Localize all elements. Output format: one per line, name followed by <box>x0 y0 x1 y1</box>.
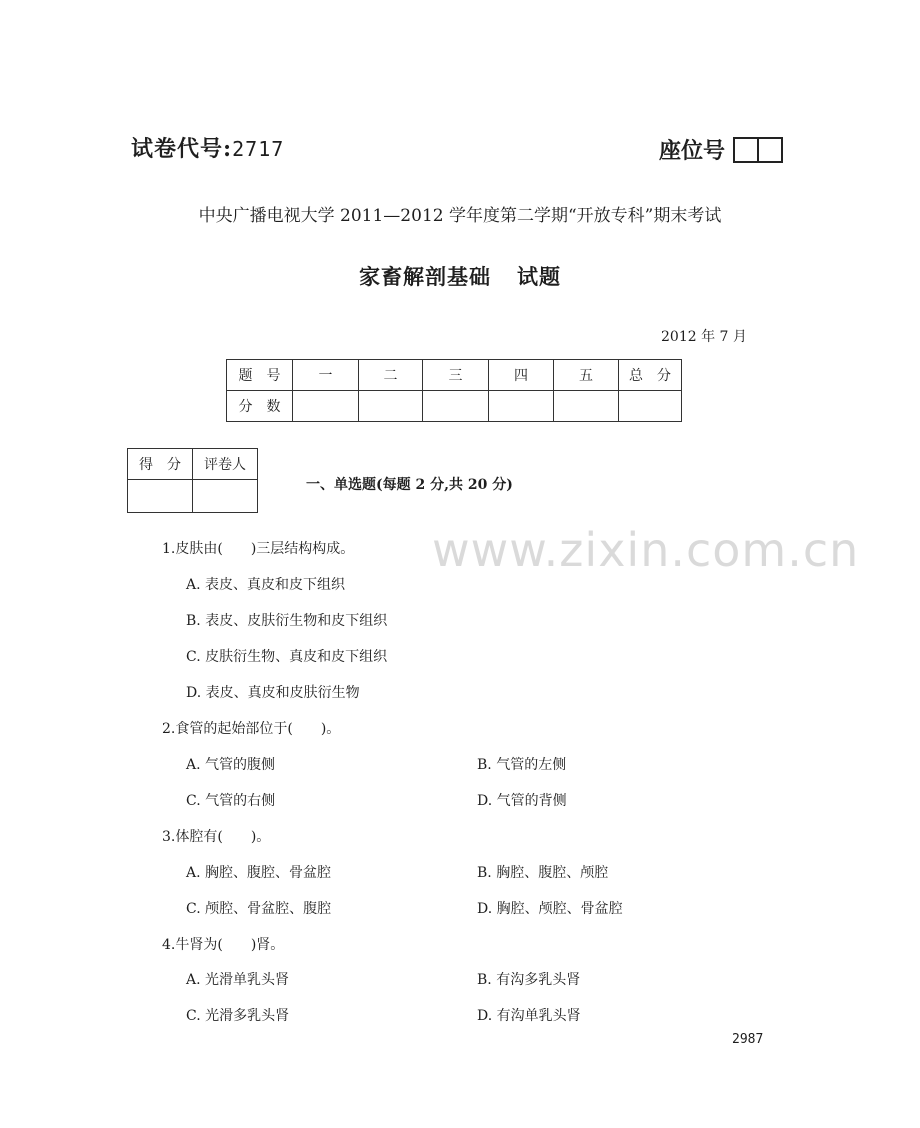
score-cell <box>359 391 423 422</box>
score-table-col: 五 <box>554 360 619 391</box>
question-option: B. 表皮、皮肤衍生物和皮下组织 <box>186 613 388 629</box>
score-table <box>226 359 682 422</box>
question-option: B. 胸腔、腹腔、颅腔 <box>477 865 609 881</box>
grader-score-cell <box>128 480 193 513</box>
seat-number-boxes <box>733 137 781 163</box>
score-table-score-row <box>227 391 682 422</box>
score-table-header-label: 题 号 <box>227 360 293 391</box>
question-option: D. 胸腔、颅腔、骨盆腔 <box>477 901 623 917</box>
seat-box <box>757 137 783 163</box>
watermark: www.zixin.com.cn <box>432 523 860 577</box>
page-number: 2987 <box>732 1032 764 1047</box>
score-table-col: 三 <box>423 360 489 391</box>
question-option: B. 有沟多乳头肾 <box>477 972 581 988</box>
question-option: D. 表皮、真皮和皮肤衍生物 <box>186 685 360 701</box>
score-table-header-row <box>227 360 682 391</box>
score-table-row-label: 分 数 <box>227 391 293 422</box>
seat-number-label: 座位号 <box>659 138 726 164</box>
question-stem: 2.食管的起始部位于( )。 <box>162 721 341 737</box>
exam-code-label: 试卷代号: <box>131 136 233 162</box>
question-stem: 1.皮肤由( )三层结构构成。 <box>162 541 355 557</box>
question-option: A. 胸腔、腹腔、骨盆腔 <box>186 865 332 881</box>
grader-table <box>127 448 258 513</box>
question-option: C. 皮肤衍生物、真皮和皮下组织 <box>186 649 388 665</box>
exam-date: 2012 年 7 月 <box>661 329 747 345</box>
question-option: A. 光滑单乳头肾 <box>186 972 290 988</box>
question-option: B. 气管的左侧 <box>477 757 567 773</box>
question-option: D. 气管的背侧 <box>477 793 567 809</box>
score-cell <box>293 391 359 422</box>
question-stem: 3.体腔有( )。 <box>162 829 271 845</box>
score-cell <box>619 391 682 422</box>
score-table-col: 总 分 <box>619 360 682 391</box>
question-stem: 4.牛肾为( )肾。 <box>162 937 285 953</box>
seat-box <box>733 137 759 163</box>
question-option: C. 气管的右侧 <box>186 793 276 809</box>
exam-title <box>0 261 920 291</box>
grader-name-cell <box>193 480 258 513</box>
exam-title-name: 家畜解剖基础 <box>359 264 491 289</box>
exam-code <box>131 132 284 163</box>
score-cell <box>554 391 619 422</box>
grader-name-label: 评卷人 <box>193 449 258 480</box>
grader-score-label: 得 分 <box>128 449 193 480</box>
question-option: D. 有沟单乳头肾 <box>477 1008 581 1024</box>
exam-title-suffix: 试题 <box>517 264 561 289</box>
exam-code-number: 2717 <box>232 137 285 161</box>
question-option: C. 光滑多乳头肾 <box>186 1008 290 1024</box>
question-option: A. 气管的腹侧 <box>186 757 276 773</box>
university-exam-line: 中央广播电视大学 2011—2012 学年度第二学期“开放专科”期末考试 <box>198 206 722 226</box>
score-cell <box>489 391 554 422</box>
question-option: A. 表皮、真皮和皮下组织 <box>186 577 346 593</box>
score-cell <box>423 391 489 422</box>
question-option: C. 颅腔、骨盆腔、腹腔 <box>186 901 332 917</box>
score-table-col: 一 <box>293 360 359 391</box>
section-heading: 一、单选题(每题 2 分,共 20 分) <box>306 477 513 493</box>
score-table-col: 四 <box>489 360 554 391</box>
score-table-col: 二 <box>359 360 423 391</box>
